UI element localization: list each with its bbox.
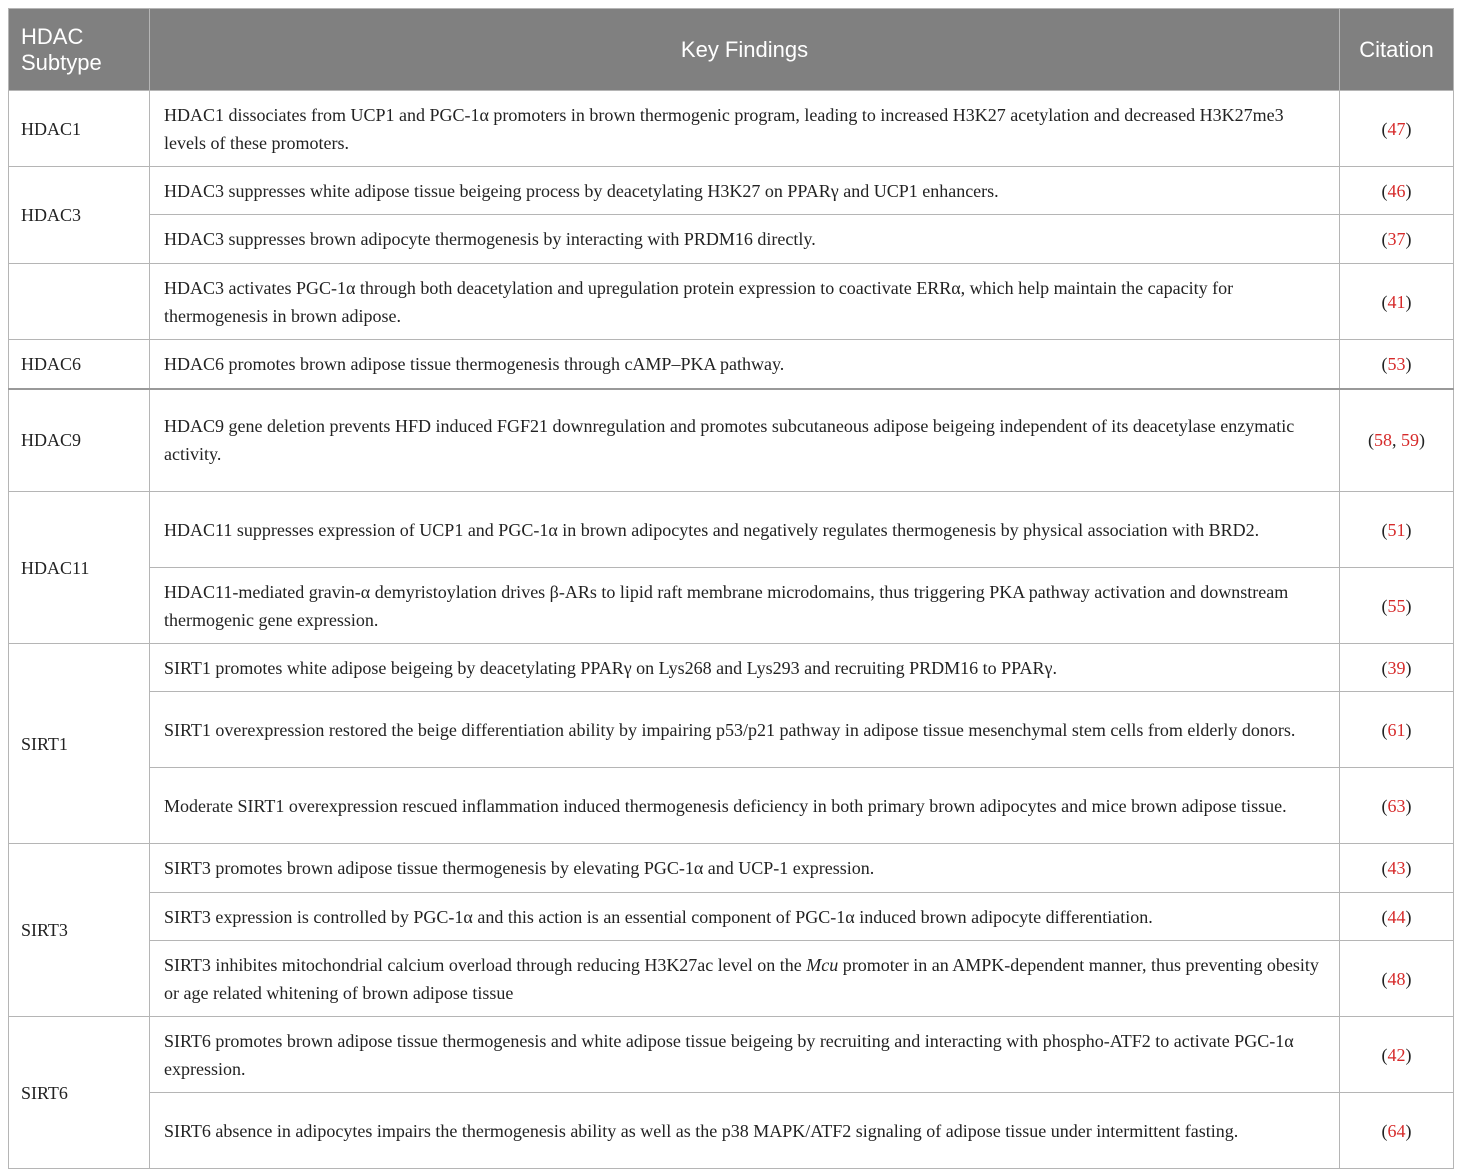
table-row [9,1093,1454,1169]
table-row [9,91,1454,167]
subtype-cell: SIRT3 [9,844,150,1017]
citation-cell: (46) [1340,167,1454,215]
finding-cell: SIRT3 expression is controlled by PGC-1α and this action is an essential component of PGC-1α induced brown adipocyte differentiation. [150,893,1340,941]
finding-cell: HDAC3 suppresses brown adipocyte thermogenesis by interacting with PRDM16 directly. [150,215,1340,264]
table-row [9,389,1454,492]
subtype-cell: SIRT1 [9,644,150,844]
header-key-findings: Key Findings [150,9,1340,91]
citation-link[interactable]: 44 [1387,906,1406,927]
table-row [9,941,1454,1017]
table-header-row [9,9,1454,91]
citation-cell: (63) [1340,768,1454,844]
finding-cell: SIRT6 absence in adipocytes impairs the thermogenesis ability as well as the p38 MAPK/ATF2 signaling of adipose tissue under intermittent fasting. [150,1093,1340,1169]
citation-cell: (47) [1340,91,1454,167]
citation-link[interactable]: 39 [1387,657,1406,678]
citation-link[interactable]: 58 [1374,430,1392,451]
citation-cell: (64) [1340,1093,1454,1169]
header-subtype: HDAC Subtype [9,9,150,91]
subtype-cell [9,264,150,340]
finding-cell: HDAC11 suppresses expression of UCP1 and PGC-1α in brown adipocytes and negatively regulates thermogenesis by physical association with BRD2. [150,492,1340,568]
finding-cell: SIRT3 inhibites mitochondrial calcium overload through reducing H3K27ac level on the Mcu promoter in an AMPK-dependent manner, thus preventing obesity or age related whitening of brown adipose tissue [150,941,1340,1017]
table-row [9,492,1454,568]
finding-cell: HDAC11-mediated gravin-α demyristoylation drives β-ARs to lipid raft membrane microdomains, thus triggering PKA pathway activation and downstream thermogenic gene expression. [150,568,1340,644]
citation-link[interactable]: 61 [1387,719,1406,740]
subtype-cell: HDAC6 [9,340,150,389]
citation-cell: (37) [1340,215,1454,264]
subtype-cell: HDAC3 [9,167,150,264]
finding-cell: HDAC6 promotes brown adipose tissue thermogenesis through cAMP–PKA pathway. [150,340,1340,389]
finding-cell: SIRT1 promotes white adipose beigeing by deacetylating PPARγ on Lys268 and Lys293 and recruiting PRDM16 to PPARγ. [150,644,1340,692]
finding-cell: HDAC3 activates PGC-1α through both deacetylation and upregulation protein expression to coactivate ERRα, which help maintain the capacity for thermogenesis in brown adipose. [150,264,1340,340]
citation-cell: (41) [1340,264,1454,340]
finding-cell: SIRT6 promotes brown adipose tissue thermogenesis and white adipose tissue beigeing by recruiting and interacting with phospho-ATF2 to activate PGC-1α expression. [150,1017,1340,1093]
finding-cell: HDAC3 suppresses white adipose tissue beigeing process by deacetylating H3K27 on PPARγ and UCP1 enhancers. [150,167,1340,215]
citation-link[interactable]: 48 [1387,968,1406,989]
table-row [9,692,1454,768]
citation-cell: (61) [1340,692,1454,768]
citation-cell: (48) [1340,941,1454,1017]
gene-name-italic: Mcu [806,954,839,975]
citation-cell: (55) [1340,568,1454,644]
finding-cell: Moderate SIRT1 overexpression rescued inflammation induced thermogenesis deficiency in both primary brown adipocytes and mice brown adipose tissue. [150,768,1340,844]
citation-link[interactable]: 41 [1387,291,1406,312]
header-citation: Citation [1340,9,1454,91]
finding-cell: HDAC9 gene deletion prevents HFD induced FGF21 downregulation and promotes subcutaneous adipose beigeing independent of its deacetylase enzymatic activity. [150,389,1340,492]
table-row [9,1017,1454,1093]
citation-link[interactable]: 37 [1387,229,1406,249]
citation-link[interactable]: 42 [1387,1044,1406,1065]
table-row [9,844,1454,893]
citation-cell: (43) [1340,844,1454,893]
table-row [9,768,1454,844]
citation-cell: (42) [1340,1017,1454,1093]
hdac-findings-table [8,8,1454,1169]
citation-link[interactable]: 55 [1387,595,1406,616]
finding-cell: SIRT3 promotes brown adipose tissue thermogenesis by elevating PGC-1α and UCP-1 expression. [150,844,1340,893]
citation-link[interactable]: 53 [1387,353,1406,374]
citation-cell: (44) [1340,893,1454,941]
table-row [9,215,1454,264]
finding-cell: HDAC1 dissociates from UCP1 and PGC-1α promoters in brown thermogenic program, leading to increased H3K27 acetylation and decreased H3K27me3 levels of these promoters. [150,91,1340,167]
subtype-cell: HDAC1 [9,91,150,167]
table-row [9,264,1454,340]
subtype-cell: HDAC9 [9,389,150,492]
citation-link[interactable]: 43 [1387,858,1406,878]
table-row [9,568,1454,644]
citation-cell: (58, 59) [1340,389,1454,492]
finding-cell: SIRT1 overexpression restored the beige differentiation ability by impairing p53/p21 pathway in adipose tissue mesenchymal stem cells from elderly donors. [150,692,1340,768]
subtype-cell: SIRT6 [9,1017,150,1169]
subtype-cell: HDAC11 [9,492,150,644]
table-row [9,644,1454,692]
citation-link[interactable]: 47 [1387,118,1406,139]
table-row [9,167,1454,215]
table-row [9,340,1454,389]
citation-link[interactable]: 59 [1401,430,1419,451]
citation-link[interactable]: 63 [1387,795,1406,816]
citation-cell: (53) [1340,340,1454,389]
citation-cell: (39) [1340,644,1454,692]
table-row [9,893,1454,941]
citation-link[interactable]: 64 [1387,1120,1406,1141]
citation-link[interactable]: 51 [1387,519,1406,540]
citation-link[interactable]: 46 [1387,180,1406,201]
citation-cell: (51) [1340,492,1454,568]
